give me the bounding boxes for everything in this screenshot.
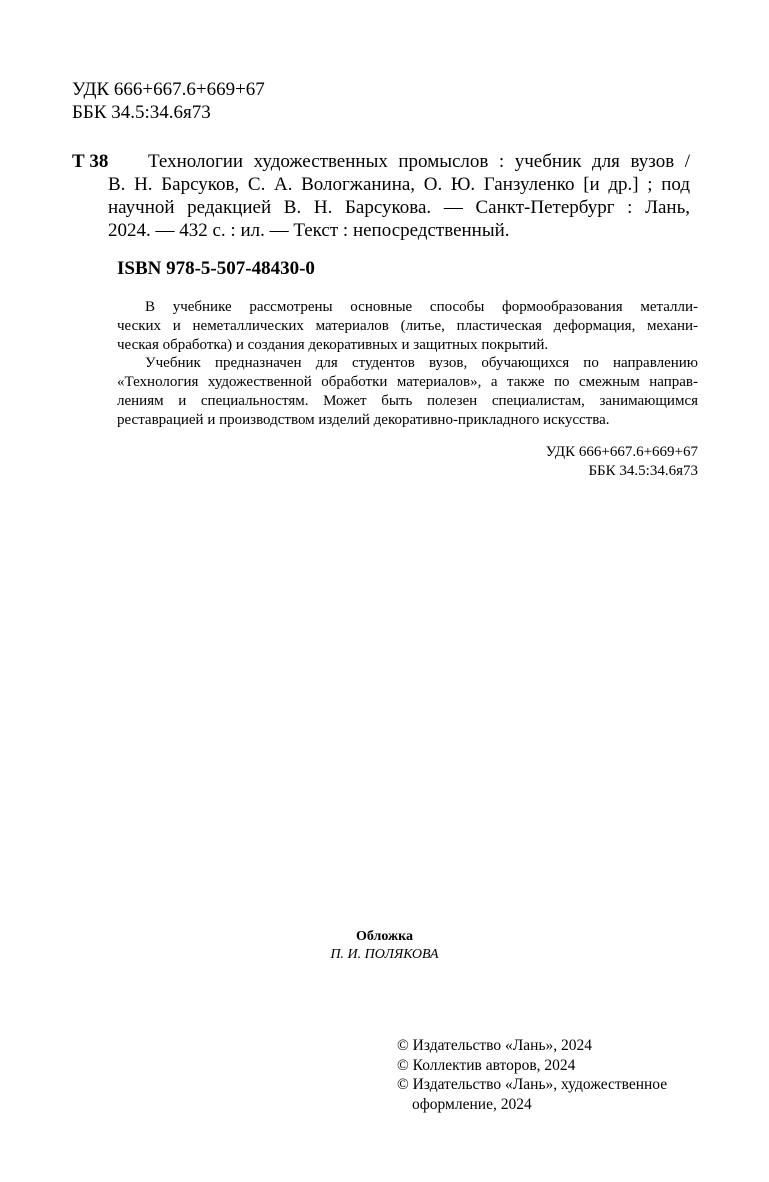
isbn: ISBN 978-5-507-48430-0 (117, 258, 315, 279)
annotation-line: «Технология художественной обработки материалов», а также по смежным направ- (117, 374, 698, 391)
bbk-code: ББК 34.5:34.6я73 (72, 102, 211, 123)
annotation (117, 298, 698, 430)
annotation-line: Учебник предназначен для студентов вузов, обучающихся по направлению (145, 355, 698, 372)
copyright-line: © Издательство «Лань», 2024 (397, 1037, 593, 1054)
cover-credit (0, 928, 769, 964)
bib-line: 2024. — 432 с. : ил. — Текст : непосредственный. (108, 220, 510, 241)
annotation-line: реставрацией и производством изделий декоративно-прикладного искусства. (117, 411, 610, 428)
bibliographic-description (108, 150, 690, 242)
cover-artist: П. И. ПОЛЯКОВА (330, 947, 439, 962)
cover-label: Обложка (355, 929, 414, 944)
copyright-block (397, 1036, 667, 1114)
classification-block (72, 78, 265, 124)
udk-code: УДК 666+667.6+669+67 (72, 79, 265, 100)
annotation-classification (546, 443, 698, 481)
copyright-line: © Издательство «Лань», художественное (397, 1076, 668, 1093)
copyright-line: © Коллектив авторов, 2024 (397, 1056, 576, 1074)
copyright-line: оформление, 2024 (412, 1095, 532, 1113)
bib-line: научной редакцией В. Н. Барсукова. — Санкт-Петербург : Лань, (108, 197, 690, 218)
annotation-line: лениям и специальностям. Может быть полезен специалистам, занимающимся (117, 392, 698, 409)
annotation-line: ческих и неметаллических материалов (литье, пластическая деформация, механи- (117, 317, 698, 334)
bbk-code: ББК 34.5:34.6я73 (588, 463, 698, 479)
bib-line: Технологии художественных промыслов : учебник для вузов / (148, 151, 690, 172)
annotation-line: В учебнике рассмотрены основные способы формообразования металли- (145, 299, 698, 315)
author-mark: Т 38 (72, 151, 109, 172)
annotation-line: ческая обработка) и создания декоративных и защитных покрытий. (117, 336, 549, 353)
bib-line: В. Н. Барсуков, С. А. Вологжанина, О. Ю. Ганзуленко [и др.] ; под (108, 174, 690, 195)
udk-code: УДК 666+667.6+669+67 (545, 444, 698, 460)
